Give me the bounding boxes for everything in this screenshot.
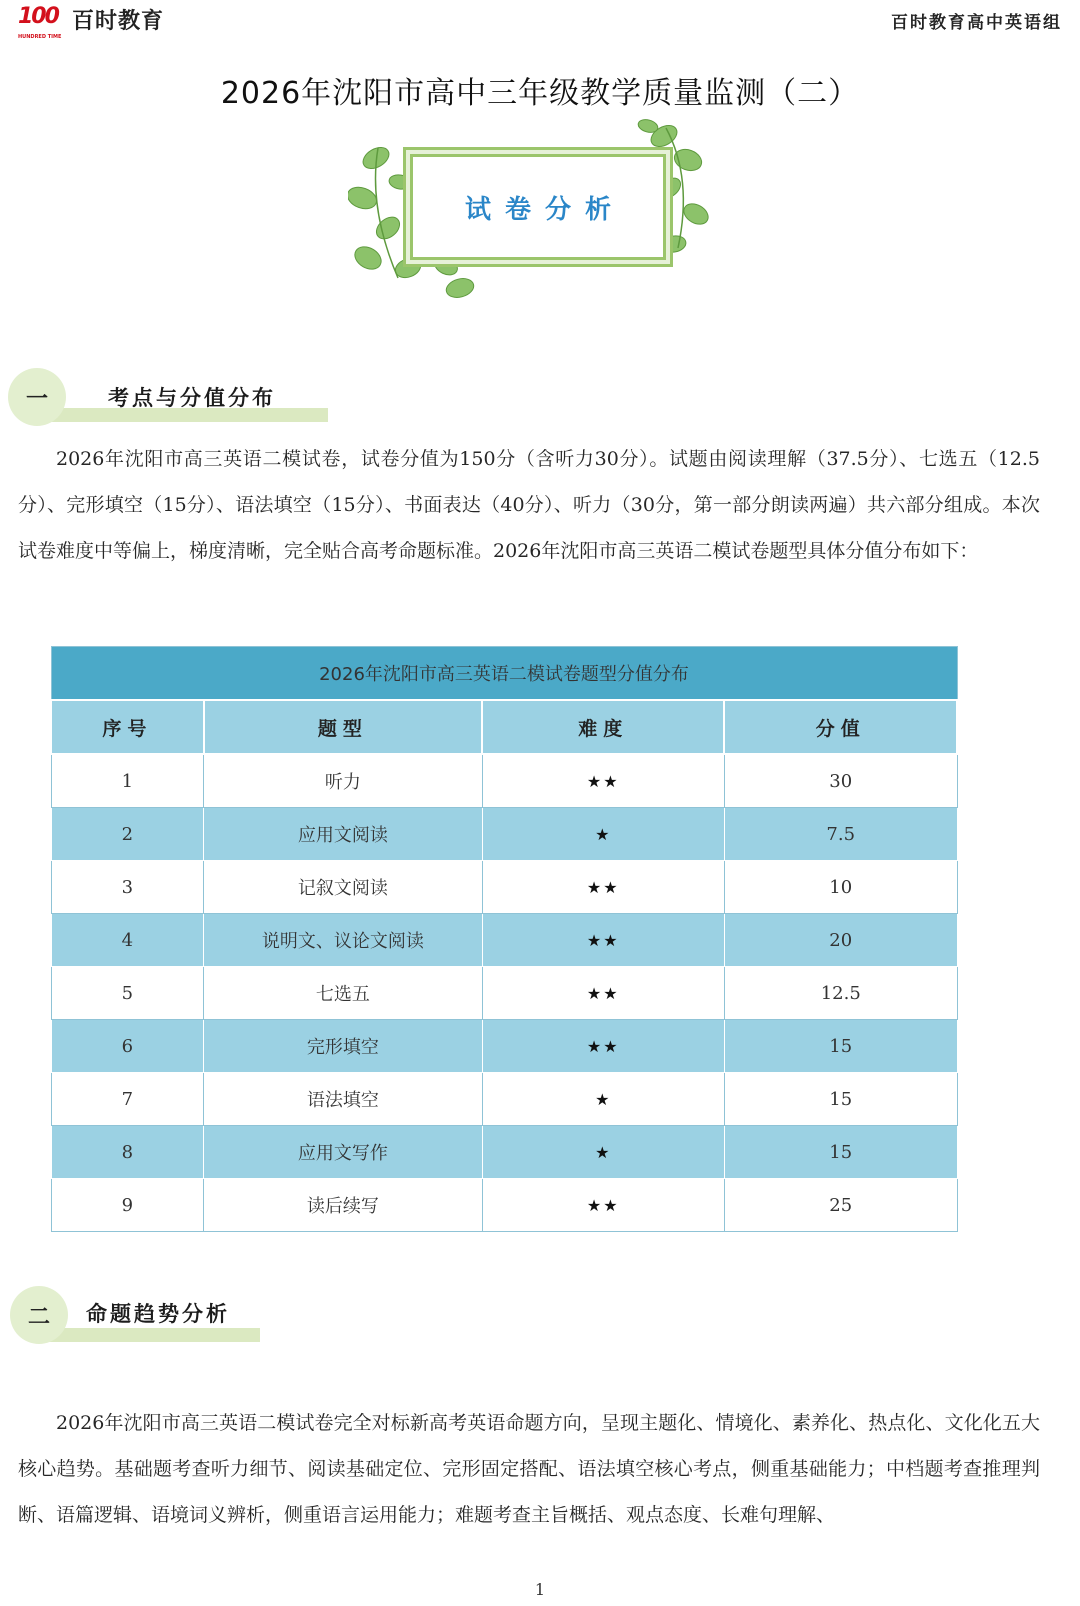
header-no: 序号	[51, 700, 204, 754]
table-row	[51, 1020, 957, 1073]
row-difficulty: ★	[482, 808, 724, 861]
row-difficulty: ★★	[482, 754, 724, 808]
table-row	[51, 914, 957, 967]
row-type: 应用文阅读	[204, 808, 482, 861]
table-row	[51, 754, 957, 808]
table-caption: 2026年沈阳市高三英语二模试卷题型分值分布	[51, 647, 957, 701]
table-row	[51, 967, 957, 1020]
row-score: 25	[724, 1179, 957, 1232]
row-score: 15	[724, 1020, 957, 1073]
row-no: 5	[51, 967, 204, 1020]
row-difficulty: ★★	[482, 1020, 724, 1073]
section-header-1	[8, 362, 338, 432]
row-type: 说明文、议论文阅读	[204, 914, 482, 967]
page-number: 1	[534, 1580, 546, 1599]
row-difficulty: ★★	[482, 861, 724, 914]
row-type: 记叙文阅读	[204, 861, 482, 914]
row-no: 8	[51, 1126, 204, 1179]
row-no: 2	[51, 808, 204, 861]
row-difficulty: ★★	[482, 1179, 724, 1232]
row-no: 4	[51, 914, 204, 967]
section-title-1: 考点与分值分布	[108, 386, 276, 410]
row-no: 1	[51, 754, 204, 808]
section-number-1: 一	[8, 368, 66, 426]
row-no: 9	[51, 1179, 204, 1232]
banner-label: 试卷分析	[464, 194, 625, 225]
logo-mark-number: 100	[18, 4, 58, 29]
table-row	[51, 1073, 957, 1126]
section-underline	[40, 1328, 260, 1342]
section-title-2: 命题趋势分析	[86, 1302, 230, 1326]
logo-subtext: HUNDRED TIME	[18, 34, 62, 40]
header-type: 题型	[204, 700, 482, 754]
row-type: 七选五	[204, 967, 482, 1020]
row-difficulty: ★	[482, 1126, 724, 1179]
score-distribution-table	[50, 646, 958, 1232]
row-difficulty: ★★	[482, 914, 724, 967]
row-no: 3	[51, 861, 204, 914]
header-score: 分值	[724, 700, 957, 754]
row-type: 读后续写	[204, 1179, 482, 1232]
table-row	[51, 1126, 957, 1179]
row-score: 30	[724, 754, 957, 808]
section-2-paragraph: 2026年沈阳市高三英语二模试卷完全对标新高考英语命题方向，呈现主题化、情境化、素养化、热点化、文化化五大核心趋势。基础题考查听力细节、阅读基础定位、完形固定搭配、语法填空核心考点，侧重基础能力；中档题考查推理判断、语篇逻辑、语境词义辨析，侧重语言运用能力；难题考查主旨概括、观点态度、长难句理解、	[18, 1412, 1040, 1526]
row-no: 6	[51, 1020, 204, 1073]
table-header-row	[51, 700, 957, 754]
row-type: 语法填空	[204, 1073, 482, 1126]
row-difficulty: ★	[482, 1073, 724, 1126]
logo-mark	[18, 4, 66, 40]
row-score: 20	[724, 914, 957, 967]
section-number-2: 二	[10, 1286, 68, 1344]
header-org-name: 百时教育高中英语组	[891, 13, 1062, 33]
document-title: 2026年沈阳市高中三年级教学质量监测（二）	[220, 76, 860, 111]
row-type: 听力	[204, 754, 482, 808]
table-row	[51, 1179, 957, 1232]
row-score: 12.5	[724, 967, 957, 1020]
row-score: 7.5	[724, 808, 957, 861]
banner-frame	[410, 154, 666, 260]
brand-logo	[18, 4, 165, 40]
row-score: 10	[724, 861, 957, 914]
table-row	[51, 861, 957, 914]
row-difficulty: ★★	[482, 967, 724, 1020]
table-row	[51, 808, 957, 861]
title-banner	[348, 118, 718, 308]
row-score: 15	[724, 1126, 957, 1179]
logo-text: 百时教育	[72, 8, 165, 34]
section-header-2	[10, 1280, 270, 1350]
row-type: 应用文写作	[204, 1126, 482, 1179]
row-type: 完形填空	[204, 1020, 482, 1073]
header-difficulty: 难度	[482, 700, 724, 754]
row-score: 15	[724, 1073, 957, 1126]
section-1-paragraph: 2026年沈阳市高三英语二模试卷，试卷分值为150分（含听力30分）。试题由阅读理解（37.5分）、七选五（12.5分）、完形填空（15分）、语法填空（15分）、书面表达（40分）、听力（30分，第一部分朗读两遍）共六部分组成。本次试卷难度中等偏上，梯度清晰，完全贴合高考命题标准。2026年沈阳市高三英语二模试卷题型具体分值分布如下：	[18, 448, 1040, 562]
row-no: 7	[51, 1073, 204, 1126]
